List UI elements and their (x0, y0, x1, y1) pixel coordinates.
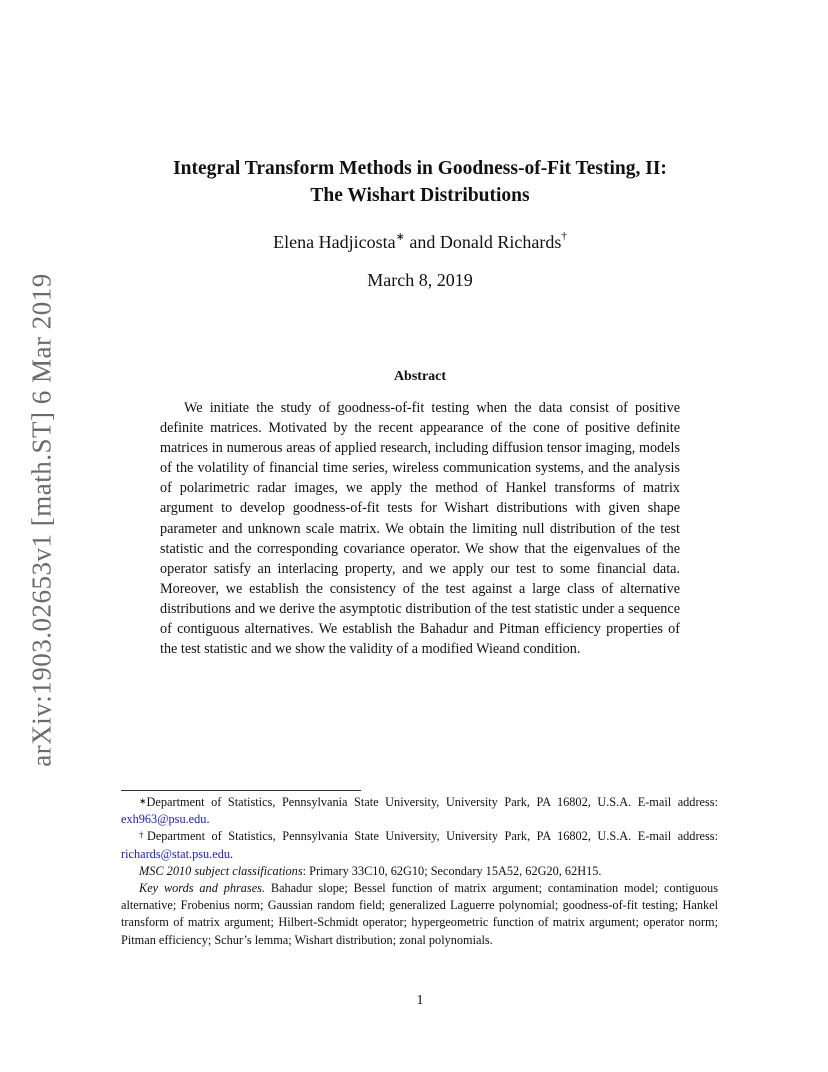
page-number: 1 (416, 993, 424, 1008)
email-link-1[interactable]: exh963@psu.edu (121, 812, 207, 827)
footnote-2-mark: † (139, 830, 147, 841)
footnotes (121, 794, 718, 949)
footnote-2-end: . (230, 846, 234, 861)
footnote-1 (121, 794, 718, 828)
paper-title (100, 155, 740, 209)
author-2: Donald Richards (439, 232, 562, 252)
email-link-2[interactable]: richards@stat.psu.edu (121, 846, 230, 861)
footnote-2 (121, 828, 718, 862)
msc-text: : Primary 33C10, 62G10; Secondary 15A52, 62G20, 62H15. (302, 863, 602, 878)
arxiv-sidebar (22, 273, 62, 767)
footnote-rule (121, 790, 361, 791)
footnote-1-end: . (206, 812, 210, 827)
author-1-mark: ∗ (395, 231, 405, 243)
footnote-1-mark: ∗ (139, 796, 147, 806)
footnote-2-text: Department of Statistics, Pennsylvania State University, University Park, PA 16802, U.S.A. E-mail address: (146, 829, 718, 844)
author-join: and (404, 232, 440, 252)
arxiv-stamp: arXiv:1903.02653v1 [math.ST] 6 Mar 2019 (26, 273, 57, 767)
msc-classifications (121, 863, 718, 880)
footnote-1-text: Department of Statistics, Pennsylvania State University, University Park, PA 16802, U.S.A. E-mail address: (146, 795, 718, 809)
title-line-2: The Wishart Distributions (310, 185, 530, 206)
keywords-text: Bahadur slope; Bessel function of matrix argument; contamination model; contiguous alternative; Frobenius norm; Gaussian random field; generalized Laguerre polynomial; goodness-of-fit testing; Hankel transform of matrix argument; Hilbert-Schmidt operator; hypergeometric function of matrix argument; operator norm; Pitman efficiency; Schur’s lemma; Wishart distribution; zonal polynomials. (121, 881, 718, 947)
author-1: Elena Hadjicosta (273, 232, 396, 252)
keywords-label: Key words and phrases. (139, 881, 266, 896)
keywords (121, 880, 718, 949)
title-line-1: Integral Transform Methods in Goodness-of-Fit Testing, II: (173, 158, 667, 179)
abstract-heading: Abstract (393, 369, 447, 384)
paper-date: March 8, 2019 (367, 270, 473, 290)
abstract-body: We initiate the study of goodness-of-fit testing when the data consist of positive definite matrices. Motivated by the recent appearance of the cone of positive definite matrices in numerous areas of applied research, including diffusion tensor imaging, models of the volatility of financial time series, wireless communication systems, and the analysis of polarimetric radar images, we apply the method of Hankel transforms of matrix argument to develop goodness-of-fit tests for Wishart distributions with given shape parameter and unknown scale matrix. We obtain the limiting null distribution of the test statistic and the corresponding covariance operator. We show that the eigenvalues of the operator satisfy an interlacing property, and we apply our test to some financial data. Moreover, we establish the consistency of the test against a large class of alternative distributions and we derive the asymptotic distribution of the test statistic under a sequence of contiguous alternatives. We establish the Bahadur and Pitman efficiency properties of the test statistic and we show the validity of a modified Wieand condition. (160, 400, 680, 658)
msc-label: MSC 2010 subject classifications (139, 863, 303, 878)
authors (100, 232, 740, 253)
author-2-mark: † (561, 230, 567, 242)
